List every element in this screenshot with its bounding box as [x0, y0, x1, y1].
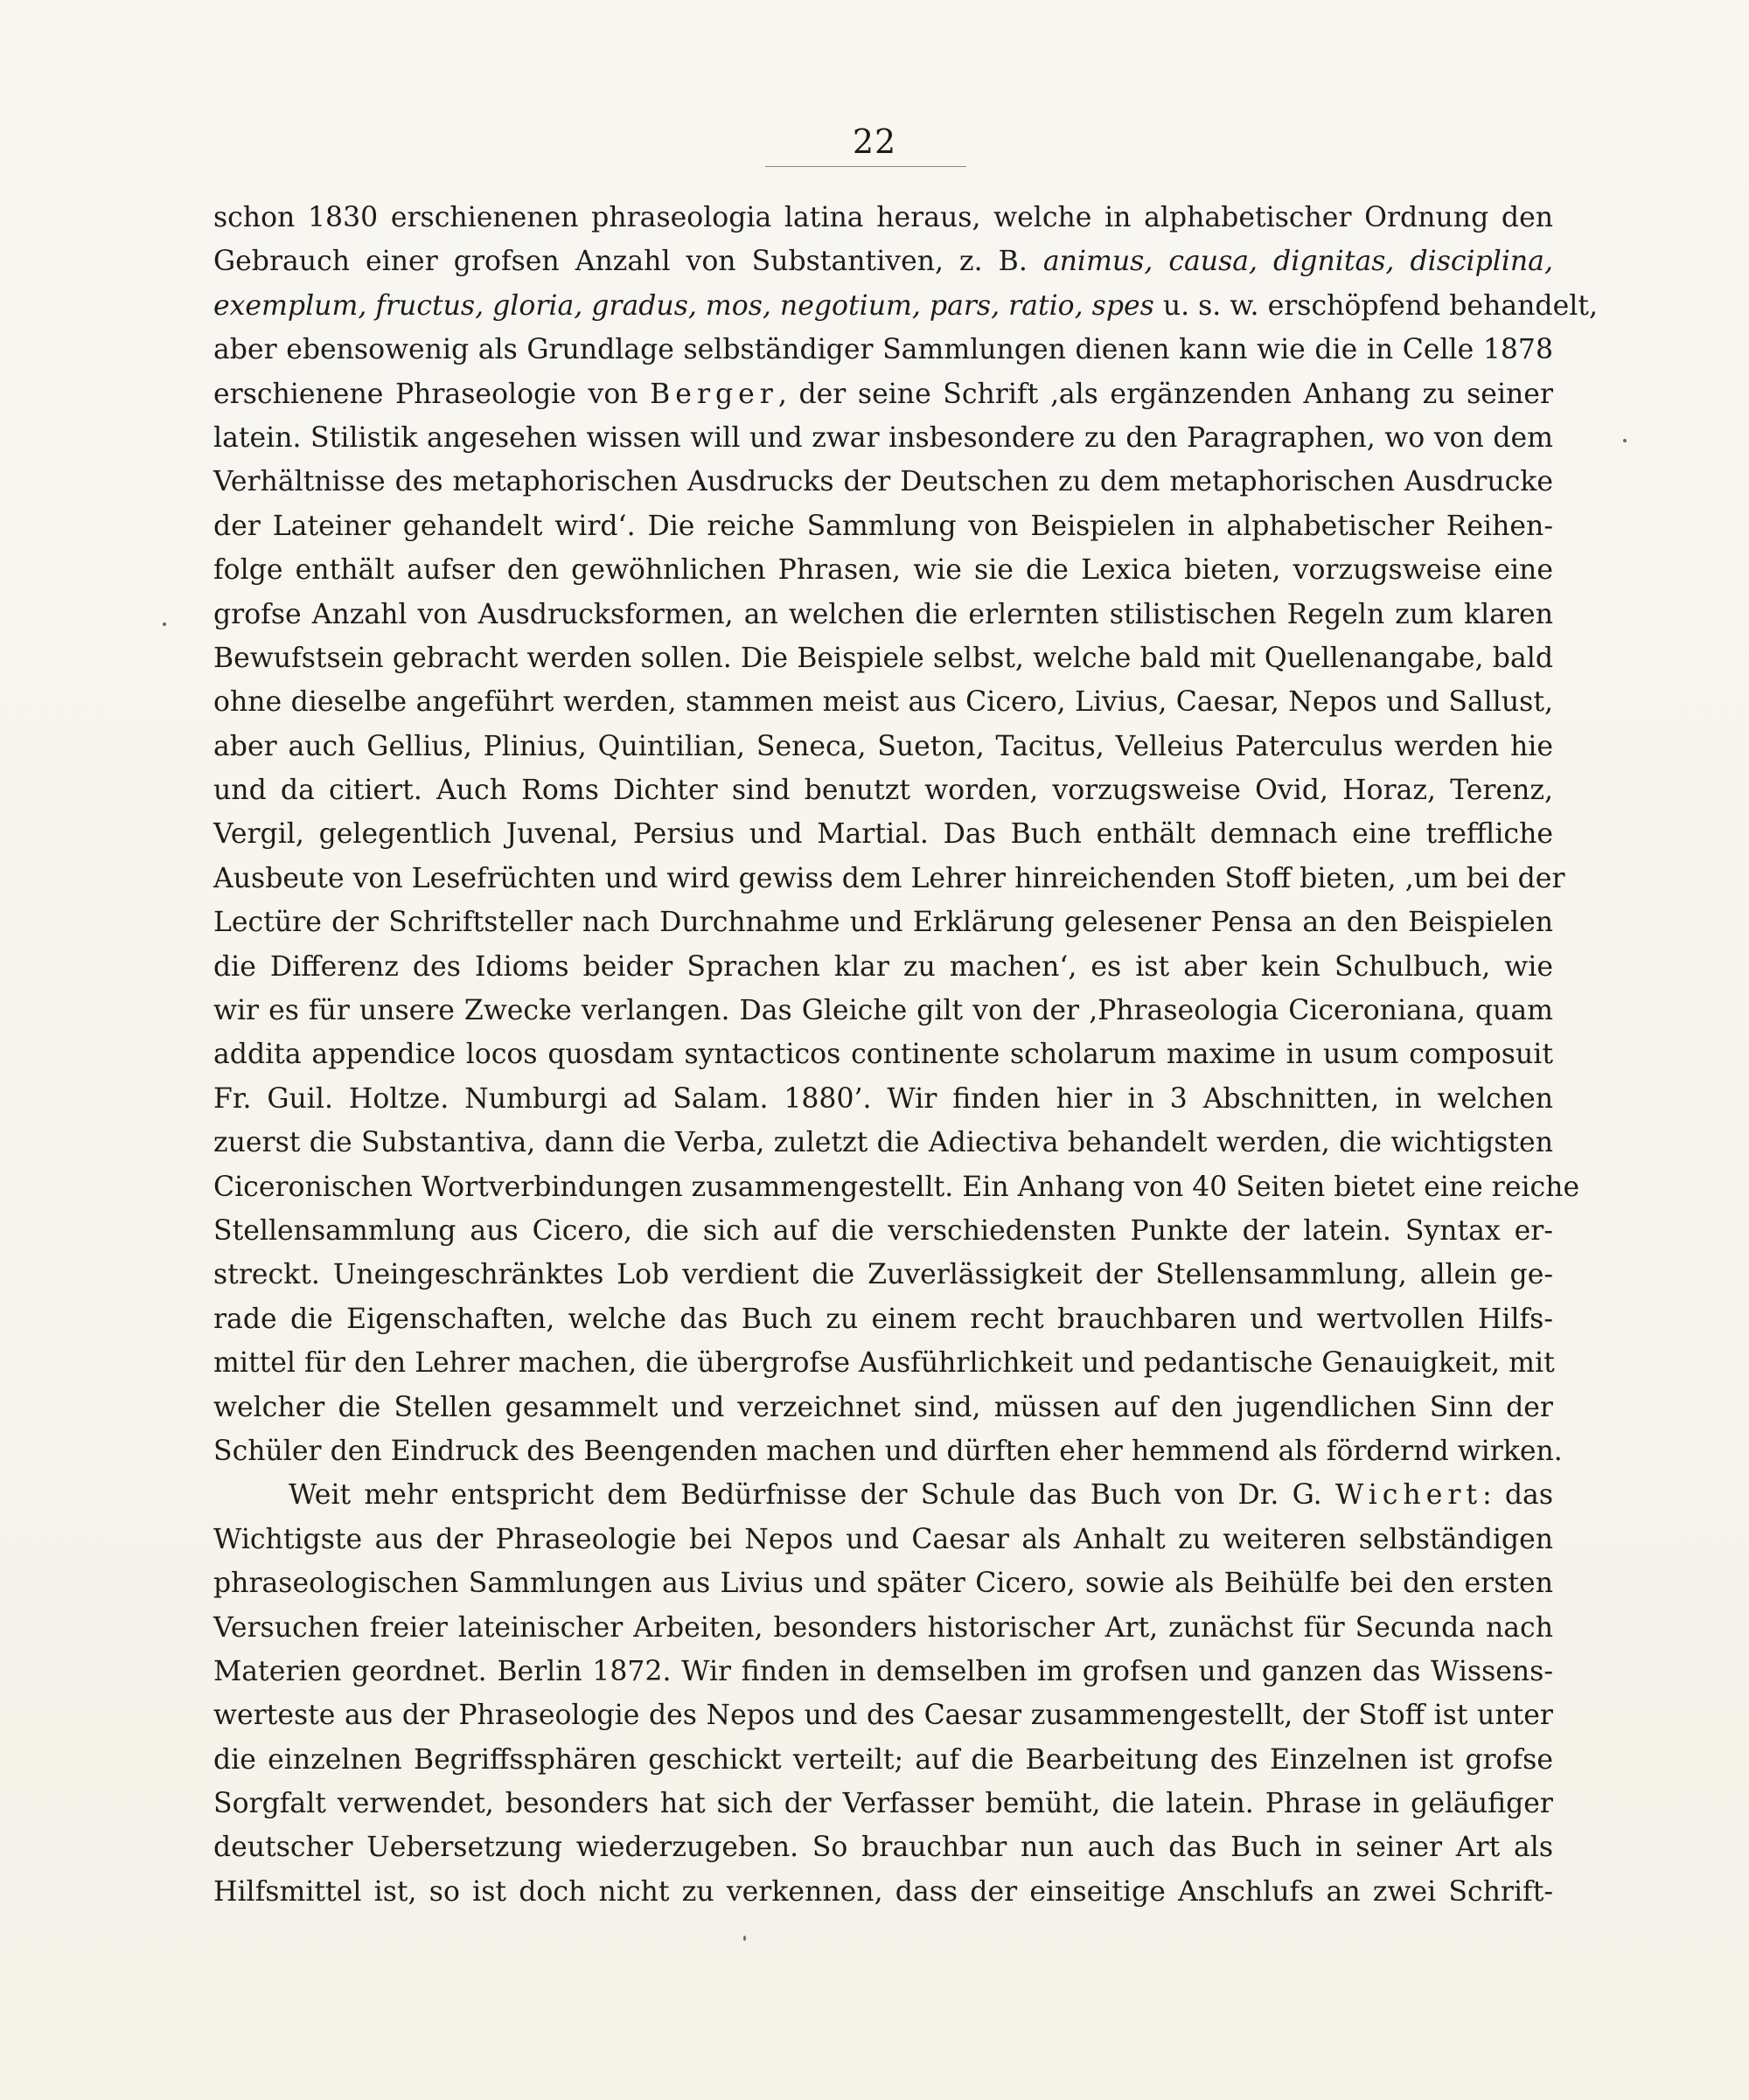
text-line — [213, 372, 1553, 416]
text-line — [213, 680, 1553, 724]
text-run: Gebrauch einer grofsen Anzahl von Substantiven, z. B. — [213, 246, 1043, 278]
text-run: Bewufstsein gebracht werden sollen. Die Beispiele selbst, welche bald mit Quellenangabe, bald — [213, 642, 1553, 674]
text-run: die einzelnen Begriffssphären geschickt verteilt; auf die Bearbeitung des Einzelnen ist grofse — [213, 1743, 1553, 1776]
text-line — [213, 196, 1553, 240]
text-run: latein. Stilistik angesehen wissen will und zwar insbesondere zu den Paragraphen, wo von dem — [213, 421, 1553, 454]
text-line — [213, 1473, 1553, 1517]
text-line — [213, 1341, 1553, 1385]
text-run: Schüler den Eindruck des Beengenden machen und dürften eher hemmend als fördernd wirken. — [213, 1435, 1563, 1467]
text-run: wir es für unsere Zwecke verlangen. Das Gleiche gilt von der ‚Phraseologia Ciceroniana, quam — [213, 995, 1553, 1027]
text-line — [213, 1825, 1553, 1869]
text-run: u. s. w. erschöpfend behandelt, — [1153, 289, 1598, 322]
text-run: Ciceronischen Wortverbindungen zusammengestellt. Ein Anhang von 40 Seiten bietet eine reiche — [213, 1171, 1580, 1203]
text-run: erschienene Phraseologie von — [213, 378, 651, 410]
text-run: phraseologischen Sammlungen aus Livius und später Cicero, sowie als Beihülfe bei den ersten — [213, 1568, 1553, 1600]
text-run: streckt. Uneingeschränktes Lob verdient die Zuverlässigkeit der Stellensammlung, allein ge- — [213, 1259, 1553, 1291]
text-line — [213, 636, 1553, 680]
text-line — [213, 1782, 1553, 1825]
text-line — [213, 1606, 1553, 1650]
text-run: der Lateiner gehandelt wird‘. Die reiche Sammlung von Beispielen in alphabetischer Reihen- — [213, 510, 1553, 542]
text-line — [213, 1209, 1553, 1253]
text-line — [213, 1121, 1553, 1165]
text-line — [213, 460, 1553, 504]
text-run: Versuchen freier lateinischer Arbeiten, besonders historischer Art, zunächst für Secunda nach — [213, 1611, 1553, 1644]
text-run: Hilfsmittel ist, so ist doch nicht zu verkennen, dass der einseitige Anschlufs an zwei Schrift- — [213, 1875, 1553, 1908]
italic-text: animus, causa, dignitas, disciplina, — [1042, 246, 1553, 278]
text-run: , der seine Schrift ‚als ergänzenden Anhang zu seiner — [777, 378, 1554, 410]
text-line — [213, 989, 1553, 1033]
text-run: mittel für den Lehrer machen, die übergrofse Ausführlichkeit und pedantische Genauigkeit, mit — [213, 1347, 1555, 1380]
text-line — [213, 1870, 1553, 1914]
text-run: aber auch Gellius, Plinius, Quintilian, Seneca, Sueton, Tacitus, Velleius Paterculus werden hie — [213, 730, 1553, 762]
text-run: Vergil, gelegentlich Juvenal, Persius und Martial. Das Buch enthält demnach eine treffliche — [213, 818, 1553, 851]
text-line — [213, 1386, 1553, 1429]
text-run: ohne dieselbe angeführt werden, stammen meist aus Cicero, Livius, Caesar, Nepos und Sallust, — [213, 686, 1553, 719]
text-run: aber ebensowenig als Grundlage selbständiger Sammlungen dienen kann wie die in Celle 1878 — [213, 334, 1553, 366]
text-run: Stellensammlung aus Cicero, die sich auf die verschiedensten Punkte der latein. Syntax er- — [213, 1214, 1553, 1247]
text-run: Materien geordnet. Berlin 1872. Wir finden in demselben im grofsen und ganzen das Wissens- — [213, 1655, 1553, 1687]
text-run: Lectüre der Schriftsteller nach Durchnahme und Erklärung gelesener Pensa an den Beispielen — [213, 907, 1553, 939]
text-line — [213, 1561, 1553, 1605]
print-speck — [743, 1936, 746, 1941]
text-run: : das — [1482, 1479, 1553, 1512]
text-run: schon 1830 erschienenen phraseologia latina heraus, welche in alphabetischer Ordnung den — [213, 202, 1553, 233]
text-run: deutscher Uebersetzung wiederzugeben. So brauchbar nun auch das Buch in seiner Art als — [213, 1832, 1553, 1864]
text-run: Sorgfalt verwendet, besonders hat sich der Verfasser bemüht, die latein. Phrase in geläufiger — [213, 1788, 1553, 1820]
print-speck — [1623, 439, 1627, 442]
text-run: die Differenz des Idioms beider Sprachen klar zu machen‘, es ist aber kein Schulbuch, wie — [213, 950, 1553, 983]
text-line — [213, 1297, 1553, 1341]
print-speck — [163, 622, 166, 626]
text-run: Wichtigste aus der Phraseologie bei Nepos und Caesar als Anhalt zu weiteren selbständigen — [213, 1523, 1553, 1555]
text-line — [213, 1650, 1553, 1693]
text-line — [213, 812, 1553, 856]
text-line — [213, 593, 1553, 636]
spaced-name: Wichert — [1334, 1479, 1483, 1512]
text-run: addita appendice locos quosdam syntacticos continente scholarum maxime in usum composuit — [213, 1039, 1553, 1071]
text-line — [213, 945, 1553, 989]
text-line — [213, 1077, 1553, 1121]
page-number: 22 — [852, 122, 897, 161]
text-line — [213, 1738, 1553, 1782]
text-line — [213, 900, 1553, 944]
text-run: Weit mehr entspricht dem Bedürfnisse der Schule das Buch von Dr. G. — [289, 1479, 1335, 1512]
text-run: werteste aus der Phraseologie des Nepos und des Caesar zusammengestellt, der Stoff ist unter — [213, 1700, 1553, 1732]
text-run: Verhältnisse des metaphorischen Ausdrucks der Deutschen zu dem metaphorischen Ausdrucke — [213, 466, 1553, 498]
text-line — [213, 1253, 1553, 1297]
text-line — [213, 725, 1553, 768]
text-line — [213, 1429, 1563, 1473]
text-line — [213, 416, 1553, 460]
header-rule — [765, 166, 966, 167]
text-line — [213, 1165, 1580, 1209]
text-line — [213, 504, 1553, 548]
text-line — [213, 1693, 1553, 1737]
spaced-name: Berger — [650, 378, 778, 410]
text-run: Fr. Guil. Holtze. Numburgi ad Salam. 1880’. Wir finden hier in 3 Abschnitten, in welchen — [213, 1082, 1553, 1115]
text-run: Ausbeute von Lesefrüchten und wird gewiss dem Lehrer hinreichenden Stoff bieten, ‚um bei der — [213, 862, 1565, 894]
text-line — [213, 768, 1553, 812]
text-line — [213, 857, 1565, 900]
body-text — [213, 196, 1598, 1914]
text-line — [213, 1518, 1553, 1561]
text-line — [213, 240, 1553, 283]
text-run: rade die Eigenschaften, welche das Buch zu einem recht brauchbaren und wertvollen Hilfs- — [213, 1303, 1553, 1335]
text-run: grofse Anzahl von Ausdrucksformen, an welchen die erlernten stilistischen Regeln zum klaren — [213, 598, 1553, 630]
text-line — [213, 284, 1598, 328]
text-run: und da citiert. Auch Roms Dichter sind benutzt worden, vorzugsweise Ovid, Horaz, Terenz, — [213, 775, 1553, 807]
text-run: welcher die Stellen gesammelt und verzeichnet sind, müssen auf den jugendlichen Sinn der — [213, 1391, 1553, 1423]
text-line — [213, 328, 1553, 372]
text-line — [213, 548, 1553, 592]
text-run: zuerst die Substantiva, dann die Verba, zuletzt die Adiectiva behandelt werden, die wichtigsten — [213, 1127, 1553, 1159]
italic-text: exemplum, fructus, gloria, gradus, mos, negotium, pars, ratio, spes — [213, 289, 1154, 322]
text-run: folge enthält aufser den gewöhnlichen Phrasen, wie sie die Lexica bieten, vorzugsweise eine — [213, 554, 1553, 587]
text-line — [213, 1033, 1553, 1076]
